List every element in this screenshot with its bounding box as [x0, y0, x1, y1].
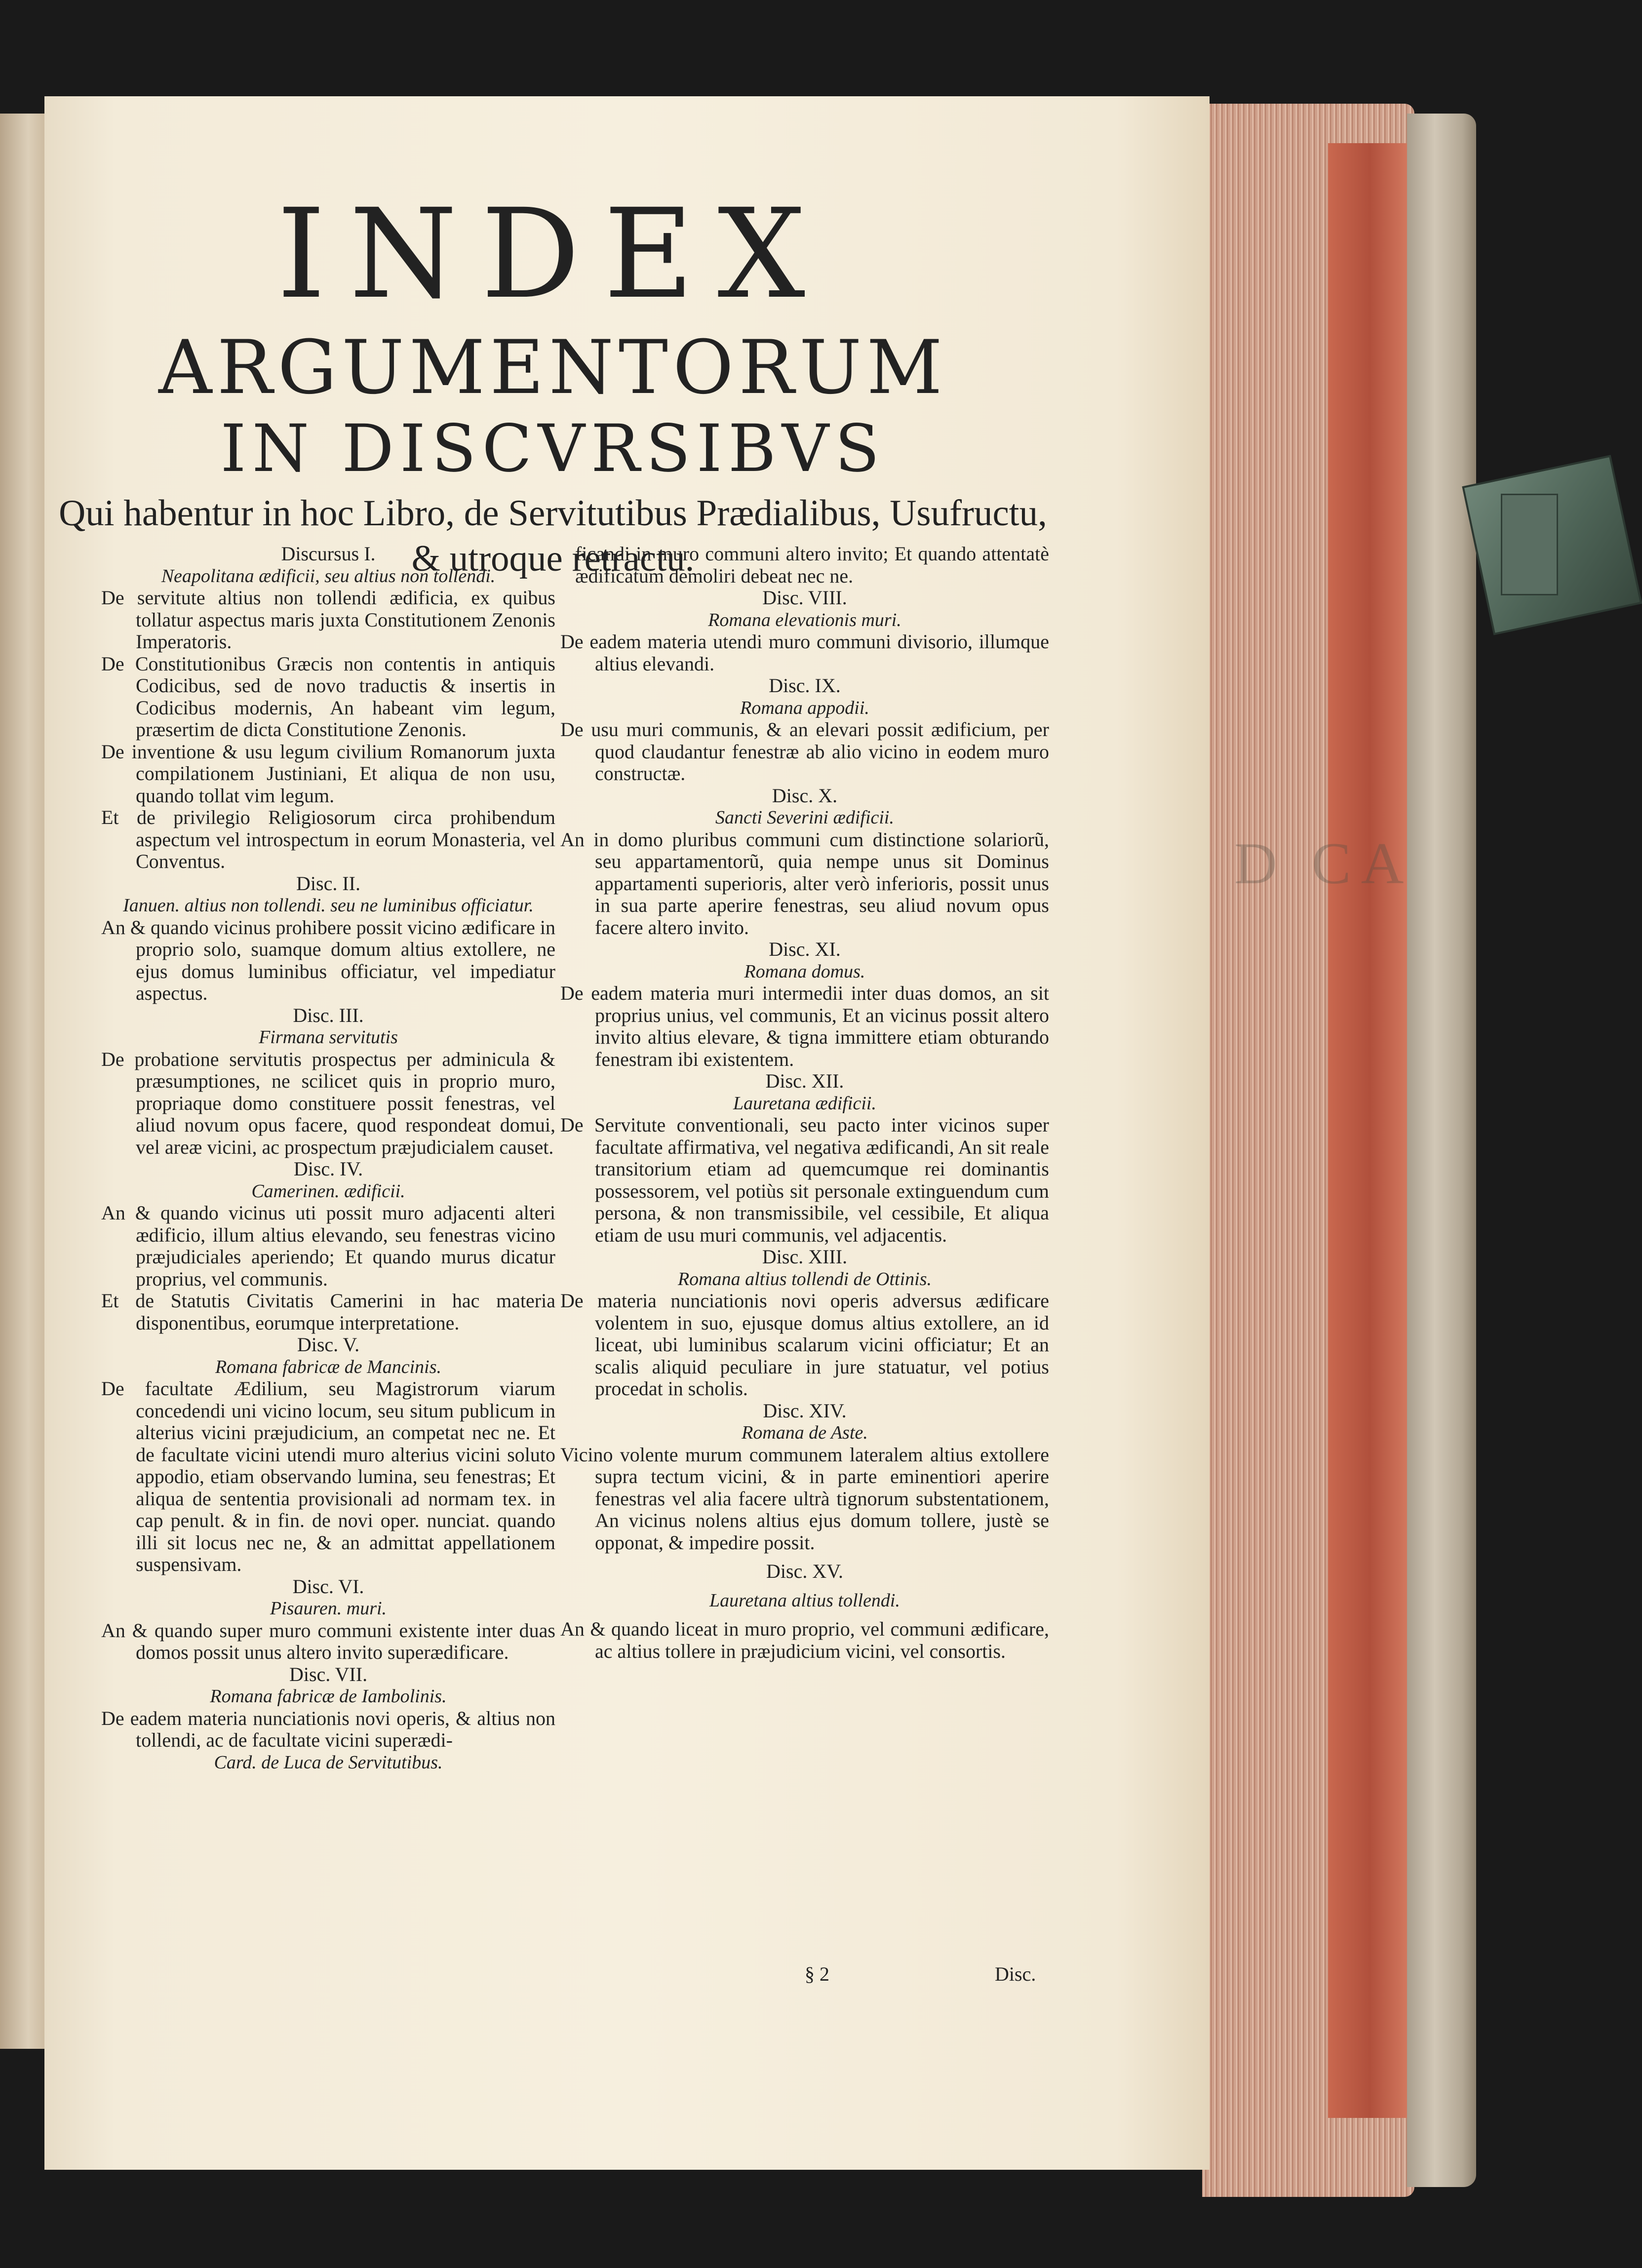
- index-entry: De usu muri communis, & an elevari possit ædificium, per quod claudantur fenestræ ab alio vicino in eodem muro constructæ.: [560, 718, 1049, 784]
- discourse-heading: Disc. V.: [297, 1333, 360, 1356]
- case-title: Romana altius tollendi de Ottinis.: [677, 1268, 932, 1290]
- case-title: Pisauren. muri.: [270, 1598, 387, 1619]
- discourse-heading: Disc. X.: [772, 784, 838, 807]
- title-subtitle: Qui habentur in hoc Libro, de Servitutibus Prædialibus, Usufructu,: [59, 493, 1047, 534]
- right-column: [560, 543, 1049, 1662]
- discourse-heading: Disc. IX.: [769, 674, 841, 697]
- index-entry: De eadem materia muri intermedii inter duas domos, an sit proprius unius, vel communis, Et an vicinus possit altero invito altius elevare, & tigna immittere etiam obturando fenestram ibi existentem.: [560, 982, 1049, 1070]
- book-cover-edge: [1407, 114, 1476, 2187]
- index-entry: De servitute altius non tollendi ædificia, ex quibus tollatur aspectus maris juxta Constitutionem Zenonis Imperatoris.: [101, 587, 555, 653]
- index-entry: An & quando liceat in muro proprio, vel communi ædificare, ac altius tollere in præjudicium vicini, vel consortis.: [560, 1618, 1049, 1662]
- index-entry: De Constitutionibus Græcis non contentis in antiquis Codicibus, sed de novo traductis & insertis in Codicibus modernis, An habeant vim legum, præsertim de dicta Constitutione Zenonis.: [101, 652, 555, 741]
- left-column: [101, 543, 555, 1773]
- case-title: Romana fabricæ de Mancinis.: [215, 1356, 442, 1377]
- index-entry: An & quando vicinus uti possit muro adjacenti alteri ædificio, illum altius elevando, seu fenestras vicino præjudiciales aperiendo; Et quando murus dicatur proprius, vel communis.: [101, 1202, 555, 1290]
- signature-mark: § 2: [805, 1963, 829, 1985]
- index-entry: De Servitute conventionali, seu pacto inter vicinos super facultate affirmativa, vel negativa ædificandi, An sit reale transitorium etiam ad quemcumque rei dominantis possessorem, vel potiùs sit personale extinguendum cum persona, & non transmissibile, vel cessibile, Et aliqua etiam de usu muri communis, vel adjacentis.: [560, 1114, 1049, 1246]
- case-title: Romana de Aste.: [742, 1422, 868, 1443]
- index-entry: Vicino volente murum communem lateralem altius extollere supra tectum vicini, & in parte eminentiori aperire fenestras vel alia facere ultrà tignorum substentationem, An vicinus nolens altius ejus domum tollere, justè se opponat, & impedire possit.: [560, 1443, 1049, 1554]
- title-argumentorum: ARGUMENTORUM: [158, 325, 947, 411]
- index-entry: Et de Statutis Civitatis Camerini in hac materia disponentibus, eorumque interpretatione.: [101, 1290, 555, 1334]
- title-in-discursibus: IN DISCVRSIBVS: [220, 411, 886, 487]
- case-title: Neapolitana ædificii, seu altius non tollendi.: [161, 565, 496, 587]
- discourse-heading: Disc. VII.: [289, 1663, 368, 1685]
- case-title: Lauretana ædificii.: [733, 1093, 876, 1114]
- case-title: Sancti Severini ædificii.: [715, 807, 894, 828]
- discourse-heading: Discursus I.: [281, 543, 376, 565]
- discourse-heading: Disc. IV.: [293, 1158, 363, 1180]
- index-entry: ficandi in muro communi altero invito; Et quando attentatè ædificatum demoliri debeat nec ne.: [575, 543, 1049, 587]
- red-sprinkled-edge: [1328, 143, 1412, 2118]
- discourse-heading: Disc. XI.: [769, 938, 841, 960]
- discourse-heading: Disc. XIV.: [763, 1399, 847, 1422]
- index-entry: De inventione & usu legum civilium Romanorum juxta compilationem Justiniani, Et aliqua de non usu, quando tollat vim legum.: [101, 740, 555, 807]
- index-entry: De eadem materia nunciationis novi operis, & altius non tollendi, ac de facultate vicini superædi-: [101, 1707, 555, 1751]
- index-entry: De probatione servitutis prospectus per adminicula & præsumptiones, ne scilicet quis in proprio muro, propriaque domo constituere possit fenestras, vel aliud novum opus facere, quod respondeat domui, vel areæ vicini, ac prospectum præjudicialem causet.: [101, 1048, 555, 1158]
- discourse-heading: Disc. XIII.: [762, 1246, 848, 1268]
- title-block: [44, 182, 1061, 582]
- case-title: Camerinen. ædificii.: [251, 1180, 405, 1202]
- index-entry: De facultate Ædilium, seu Magistrorum viarum concedendi uni vicino locum, seu situm publicum in alterius vicini præjudicium, an competat nec ne. Et de facultate vicini utendi muro alterius vicini soluto appodio, etiam observando lumina, seu fenestras; Et aliqua de sententia provisionali ad normam tex. in cap penult. & in fin. de novi oper. nunciat. quando illi sit locus nec ne, & an admittat appellationem suspensivam.: [101, 1377, 555, 1575]
- discourse-heading: Disc. XII.: [765, 1070, 844, 1092]
- title-subtitle-2: & utroque retractu.: [411, 538, 695, 579]
- index-entry: An & quando super muro communi existente inter duas domos possit unus altero invito superædificare.: [101, 1619, 555, 1663]
- clasp-hinge-icon: [1501, 494, 1558, 595]
- case-title: Firmana servitutis: [259, 1027, 398, 1048]
- catchword: Disc.: [995, 1963, 1036, 1985]
- pencil-marks: D CA: [1234, 830, 1414, 896]
- facing-page-edge: [0, 114, 48, 2049]
- index-entry: De eadem materia utendi muro communi divisorio, illumque altius elevandi.: [560, 630, 1049, 675]
- index-entry: An & quando vicinus prohibere possit vicino ædificare in proprio solo, suamque domum altius extollere, ne ejus domus luminibus officiatur, vel impediatur aspectus.: [101, 916, 555, 1004]
- discourse-heading: Disc. XV.: [766, 1560, 843, 1582]
- case-title: Ianuen. altius non tollendi. seu ne luminibus officiatur.: [123, 895, 534, 916]
- index-entry: An in domo pluribus communi cum distinctione solariorũ, seu appartamentorũ, quia nempe unus sit Dominus appartamenti superioris, alter verò inferioris, possit unus in sua parte aperire fenestras, seu aliud novum opus facere altero invito.: [560, 828, 1049, 938]
- discourse-heading: Disc. VIII.: [762, 587, 847, 609]
- index-entry: Et de privilegio Religiosorum circa prohibendum aspectum vel introspectum in eorum Monasteria, vel Conventus.: [101, 806, 555, 872]
- discourse-heading: Disc. III.: [293, 1004, 364, 1026]
- index-entry: De materia nunciationis novi operis adversus ædificare volentem in suo, ejusque domus altius extollere, an id liceat, ubi luminibus scalarum vicini officiatur; Et an scalis aliquid peculiare in jure statuatur, vel potius procedat in scholis.: [560, 1290, 1049, 1400]
- title-index: INDEX: [276, 182, 829, 326]
- case-title: Romana domus.: [744, 961, 865, 982]
- case-title: Romana appodii.: [740, 697, 869, 718]
- case-title: Card. de Luca de Servitutibus.: [214, 1752, 443, 1773]
- discourse-heading: Disc. VI.: [292, 1575, 364, 1598]
- case-title: Romana elevationis muri.: [708, 609, 901, 630]
- case-title: Romana fabricæ de Iambolinis.: [210, 1686, 447, 1707]
- discourse-heading: Disc. II.: [296, 872, 360, 895]
- case-title: Lauretana altius tollendi.: [709, 1590, 900, 1611]
